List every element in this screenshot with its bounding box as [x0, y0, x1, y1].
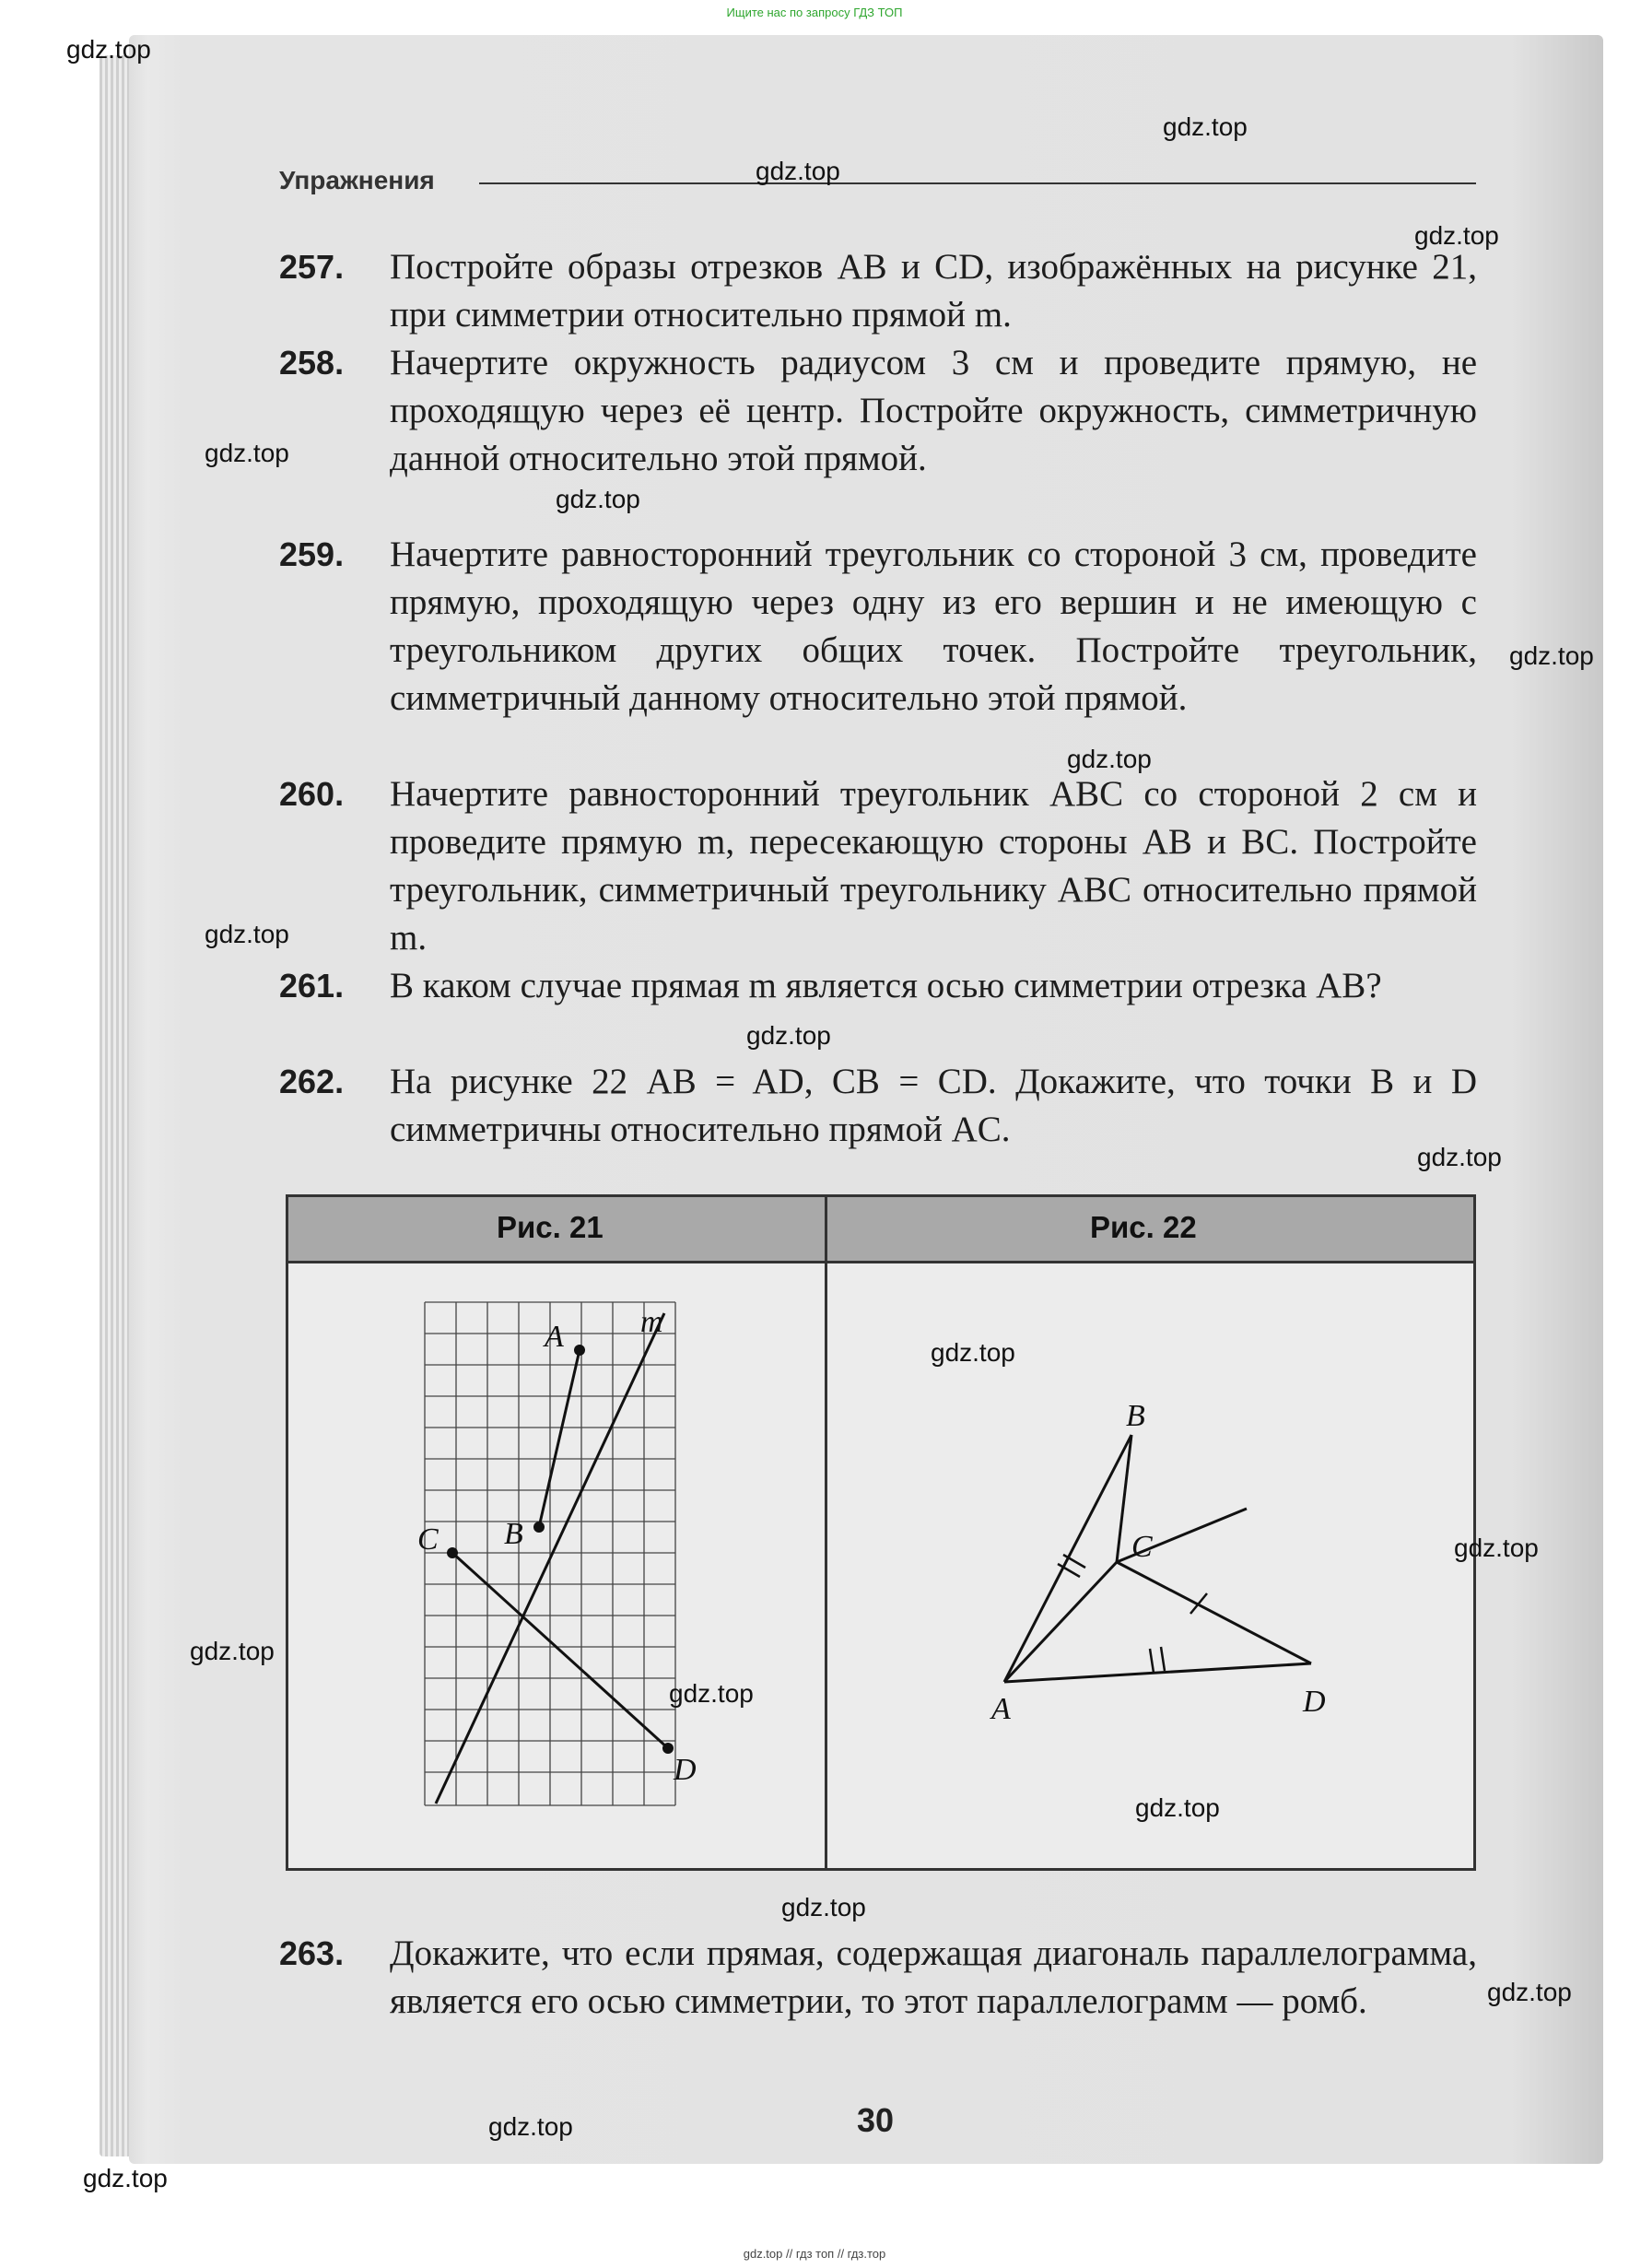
fig21-point-b [533, 1522, 545, 1533]
fig21-segment-cd [452, 1553, 668, 1748]
watermark: gdz.top [205, 439, 289, 467]
exercise-number: 262. [279, 1063, 345, 1100]
exercise-258 [279, 339, 1477, 483]
fig22-label-d: D [1303, 1685, 1326, 1719]
exercise-text: Начертите окружность радиусом 3 см и проведите прямую, не проходящую через её центр. Постройте окружность, симметричную данной относительно этой прямой. [390, 343, 1477, 478]
fig22-label-c: C [1131, 1530, 1153, 1564]
fig21-grid [425, 1302, 675, 1805]
fig22-label-a: A [991, 1692, 1011, 1726]
fig22-segment-cb [1117, 1435, 1131, 1562]
watermark: gdz.top [756, 157, 840, 185]
watermark: gdz.top [1067, 745, 1152, 773]
page-number: 30 [857, 2101, 895, 2139]
exercise-number: 261. [279, 967, 345, 1005]
figures-header [288, 1197, 1473, 1263]
exercise-number: 259. [279, 535, 345, 573]
watermark: gdz.top [746, 1021, 831, 1050]
watermark: gdz.top [1509, 641, 1594, 670]
exercise-text: На рисунке 22 AB = AD, CB = CD. Докажите, что точки B и D симметричны относительно прямой AC. [390, 1062, 1477, 1149]
fig22-tick-marks [1058, 1555, 1207, 1673]
fig21-label-b: B [504, 1517, 523, 1551]
fig21-label-d: D [674, 1753, 697, 1787]
watermark: gdz.top [1163, 112, 1248, 141]
watermark: gdz.top [1454, 1534, 1539, 1562]
exercise-260 [279, 770, 1477, 962]
fig21-segment-ab [539, 1350, 580, 1527]
fig22-drawing [827, 1263, 1472, 1872]
exercise-261 [279, 962, 1477, 1010]
fig22-diagonal-ac [1004, 1562, 1117, 1682]
figures-table [286, 1194, 1476, 1871]
exercise-number: 260. [279, 775, 345, 813]
fig22-label-b: B [1126, 1399, 1145, 1433]
fig21-point-d [662, 1743, 674, 1754]
fig21-label-m: m [640, 1305, 663, 1339]
watermark: gdz.top [781, 1893, 866, 1921]
watermark: gdz.top [556, 485, 640, 513]
exercise-text: Постройте образы отрезков AB и CD, изображённых на рисунке 21, при симметрии относительно прямой m. [390, 247, 1477, 335]
exercise-257 [279, 243, 1477, 339]
exercise-text: Докажите, что если прямая, содержащая диагональ параллелограмма, является его осью симметрии, то этот параллелограмм — ромб. [390, 1933, 1477, 2021]
fig21-drawing [288, 1263, 823, 1872]
exercise-number: 263. [279, 1934, 345, 1972]
fig21-label-a: A [545, 1320, 564, 1354]
watermark: gdz.top [1487, 1978, 1572, 2006]
fig21-caption: Рис. 21 [497, 1210, 604, 1244]
fig22-caption: Рис. 22 [1090, 1210, 1197, 1244]
fig22-segment-ad [1004, 1663, 1311, 1682]
watermark: gdz.top [669, 1679, 754, 1708]
watermark: gdz.top [190, 1637, 275, 1665]
section-title: Упражнения [279, 166, 435, 194]
section-divider [479, 182, 1476, 184]
bottom-banner[interactable]: gdz.top // гдз топ // гдз.тор [743, 2247, 886, 2261]
watermark: gdz.top [1417, 1143, 1502, 1171]
fig21-point-c [447, 1547, 458, 1558]
top-banner[interactable]: Ищите нас по запросу ГДЗ ТОП [726, 6, 903, 19]
watermark: gdz.top [83, 2164, 168, 2192]
exercise-262 [279, 1058, 1477, 1154]
exercise-text: Начертите равносторонний треугольник ABC со стороной 2 см и проведите прямую m, пересекающую стороны AB и BC. Постройте треугольник, симметричный треугольнику ABC относительно прямой m. [390, 774, 1477, 958]
watermark: gdz.top [66, 35, 151, 64]
watermark: gdz.top [1414, 221, 1499, 250]
exercise-number: 257. [279, 248, 345, 286]
exercise-number: 258. [279, 344, 345, 382]
exercise-259 [279, 531, 1477, 723]
watermark: gdz.top [205, 920, 289, 948]
exercise-text: Начертите равносторонний треугольник со стороной 3 см, проведите прямую, проходящую через одну из его вершин и не имеющую с треугольником других общих точек. Постройте треугольник, симметричный данному относительно этой прямой. [390, 535, 1477, 718]
watermark: gdz.top [488, 2112, 573, 2141]
fig21-label-c: C [417, 1522, 439, 1557]
fig21-point-a [574, 1345, 585, 1356]
exercise-text: В каком случае прямая m является осью симметрии отрезка AB? [390, 966, 1382, 1005]
watermark: gdz.top [931, 1338, 1015, 1367]
exercise-263 [279, 1930, 1477, 2026]
watermark: gdz.top [1135, 1793, 1220, 1822]
fig22-segment-cd [1117, 1562, 1311, 1663]
